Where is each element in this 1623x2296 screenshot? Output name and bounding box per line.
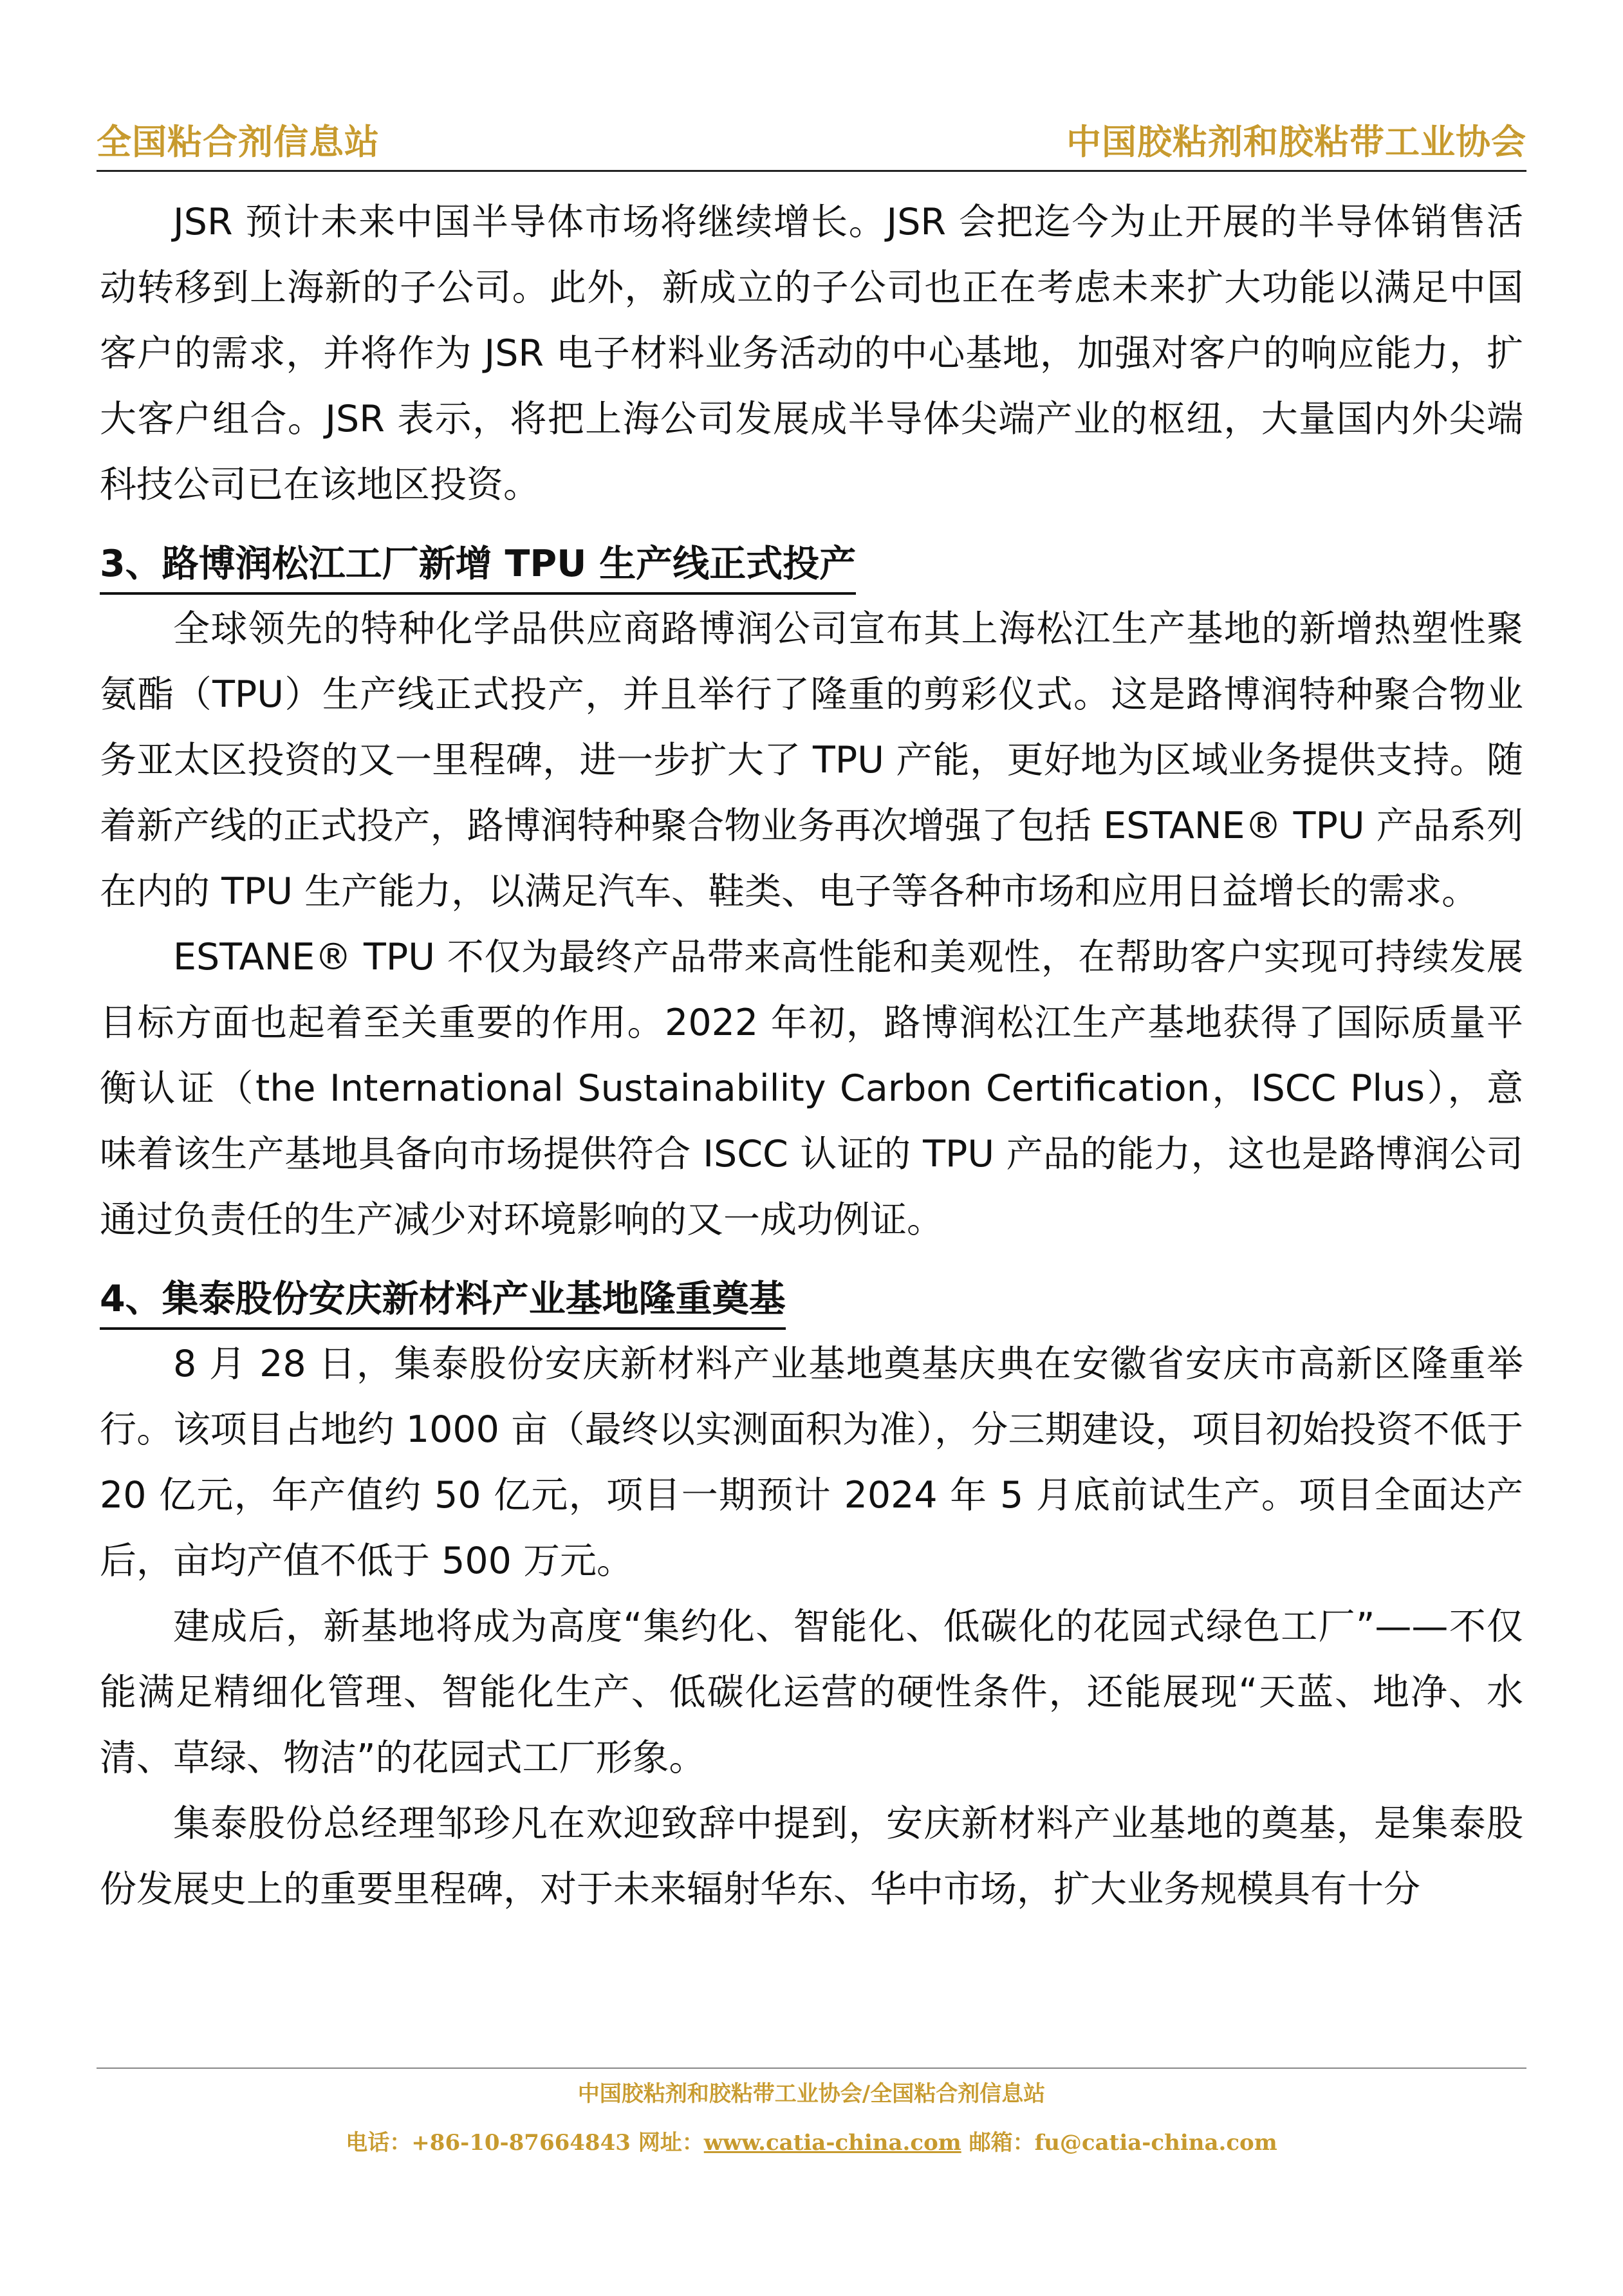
paragraph-jointas-2: 建成后，新基地将成为高度“集约化、智能化、低碳化的花园式绿色工厂”——不仅能满足精细化管理、智能化生产、低碳化运营的硬性条件，还能展现“天蓝、地净、水清、草绿、物洁”的花园式工厂形象。 (100, 1605, 1523, 1779)
footer-website-link[interactable]: www.catia-china.com (703, 2130, 961, 2156)
paragraph-jsr: JSR 预计未来中国半导体市场将继续增长。JSR 会把迄今为止开展的半导体销售活动转移到上海新的子公司。此外，新成立的子公司也正在考虑未来扩大功能以满足中国客户的需求，并将作为 JSR 电子材料业务活动的中心基地，加强对客户的响应能力，扩大客户组合。JSR 表示，将把上海公司发展成半导体尖端产业的枢纽，大量国内外尖端科技公司已在该地区投资。 (100, 201, 1523, 506)
paragraph-jointas-1: 8 月 28 日，集泰股份安庆新材料产业基地奠基庆典在安徽省安庆市高新区隆重举行。该项目占地约 1000 亩（最终以实测面积为准），分三期建设，项目初始投资不低于 20 亿元，年产值约 50 亿元，项目一期预计 2024 年 5 月底前试生产。项目全面达产后，亩均产值不低于 500 万元。 (100, 1343, 1523, 1582)
header-site-name: 全国粘合剂信息站 (97, 121, 380, 162)
footer-phone: 电话：+86-10-87664843 网址： (346, 2130, 704, 2156)
paragraph-lubrizol-2: ESTANE® TPU 不仅为最终产品带来高性能和美观性，在帮助客户实现可持续发展目标方面也起着至关重要的作用。2022 年初，路博润松江生产基地获得了国际质量平衡认证（the International Sustainability Carbon Certification，ISCC Plus），意味着该生产基地具备向市场提供符合 ISCC 认证的 TPU 产品的能力，这也是路博润公司通过负责任的生产减少对环境影响的又一成功例证。 (100, 936, 1523, 1241)
header-association-name: 中国胶粘剂和胶粘带工业协会 (1066, 121, 1526, 162)
section-heading-4-wrap (100, 1264, 1523, 1331)
section-heading-3-wrap (100, 529, 1523, 596)
paragraph-lubrizol-1: 全球领先的特种化学品供应商路博润公司宣布其上海松江生产基地的新增热塑性聚氨酯（TPU）生产线正式投产，并且举行了隆重的剪彩仪式。这是路博润特种聚合物业务亚太区投资的又一里程碑，进一步扩大了 TPU 产能，更好地为区域业务提供支持。随着新产线的正式投产，路博润特种聚合物业务再次增强了包括 ESTANE® TPU 产品系列在内的 TPU 生产能力，以满足汽车、鞋类、电子等各种市场和应用日益增长的需求。 (100, 608, 1523, 913)
section-heading-3: 3、路博润松江工厂新增 TPU 生产线正式投产 (100, 536, 856, 595)
footer-email: 邮箱：fu@catia-china.com (961, 2130, 1277, 2156)
section-heading-4: 4、集泰股份安庆新材料产业基地隆重奠基 (100, 1271, 786, 1330)
header-divider (97, 170, 1526, 172)
paragraph-jointas-3: 集泰股份总经理邹珍凡在欢迎致辞中提到，安庆新材料产业基地的奠基，是集泰股份发展史上的重要里程碑，对于未来辐射华东、华中市场，扩大业务规模具有十分 (100, 1802, 1523, 1910)
footer-divider (97, 2067, 1526, 2069)
article-body (100, 189, 1523, 1922)
footer-contact (0, 2125, 1623, 2156)
footer-organization: 中国胶粘剂和胶粘带工业协会/全国粘合剂信息站 (577, 2081, 1046, 2107)
